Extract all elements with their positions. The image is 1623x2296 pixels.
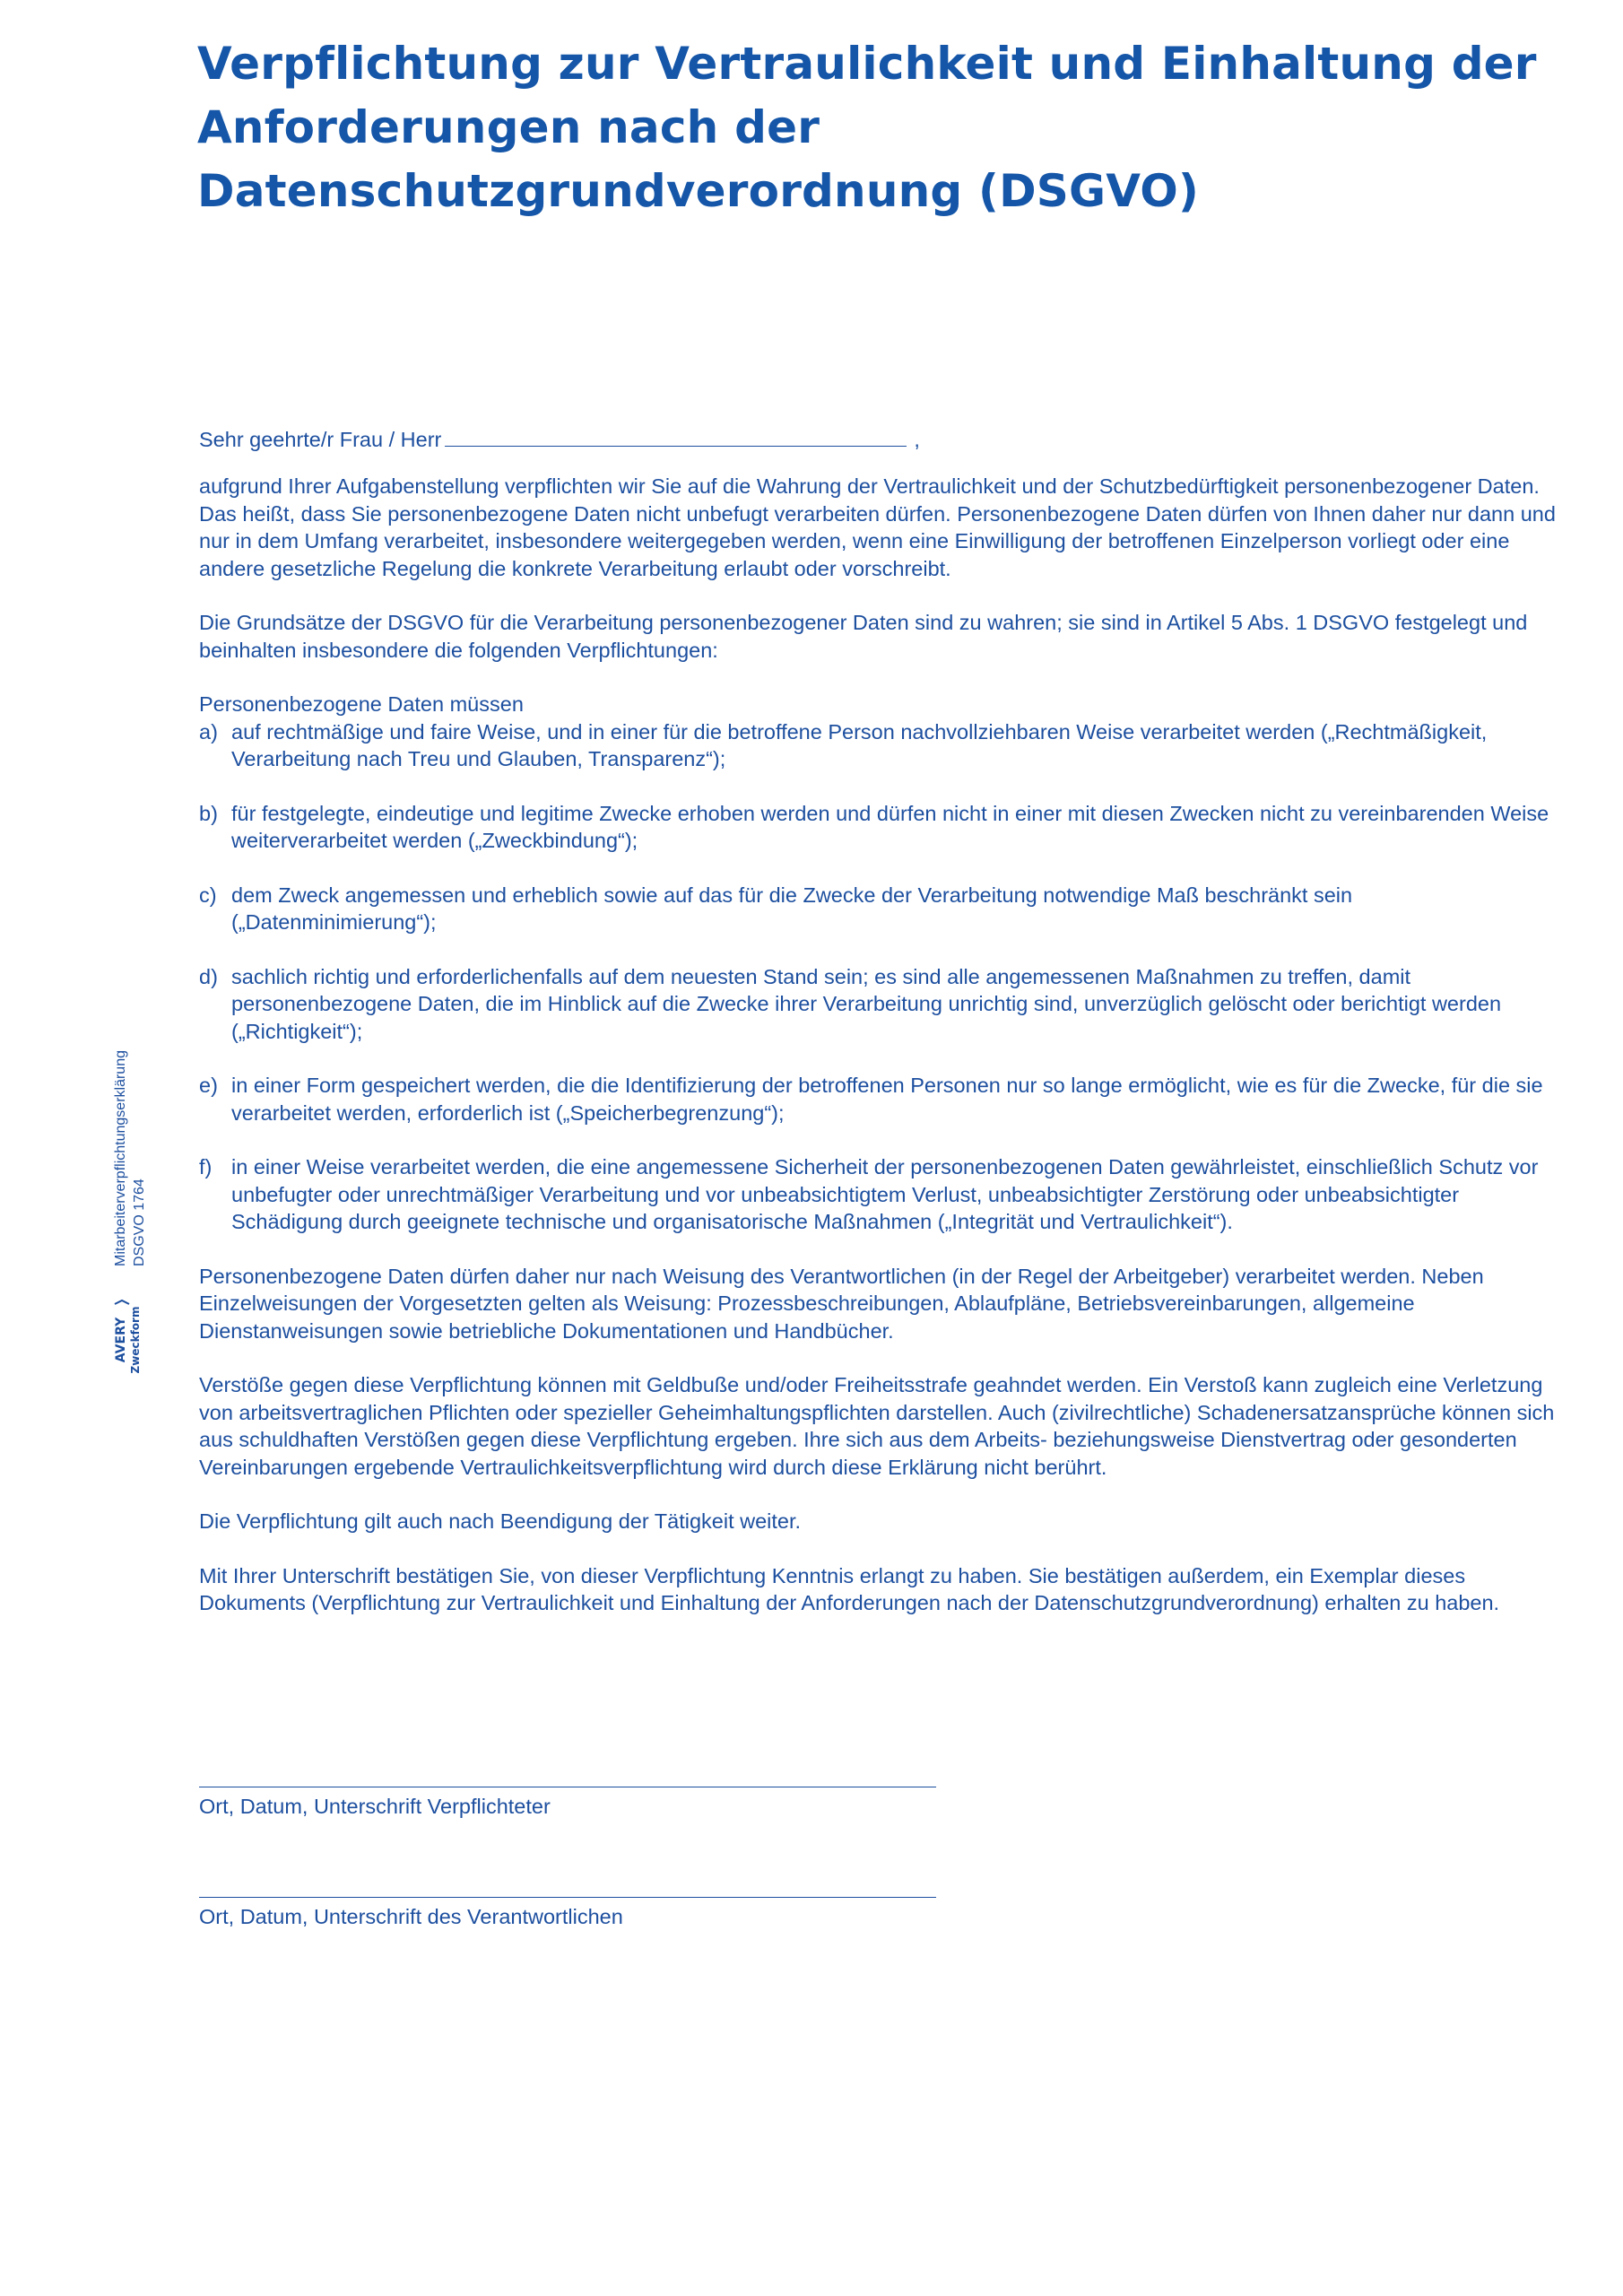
intro-paragraph: aufgrund Ihrer Aufgabenstellung verpflichten wir Sie auf die Wahrung der Vertraulichkeit und der Schutzbedürftigkeit personenbezogener Daten. Das heißt, dass Sie personenbezogene Daten nicht unbefugt verarbeiten dürfen. Personenbezogene Daten dürfen von Ihnen daher nur dann und nur in dem Umfang verarbeitet, insbesondere weitergegeben werden, wenn eine Einwilligung der betroffenen Einzelperson vorliegt oder eine andere gesetzliche Regelung die konkrete Verarbeitung erlaubt oder vorschreibt. [199,474,1556,580]
form-identifier [111,1050,149,1266]
list-item-text: in einer Weise verarbeitet werden, die eine angemessene Sicherheit der personenbezogenen Daten gewährleistet, einschließlich Schutz vor unbefugter oder unrechtmäßiger Verarbeitung und vor unbeabsichtigtem Verlust, unbeabsichtigter Zerstörung oder unbeabsichtigter Schädigung durch geeignete technische und organisatorische Maßnahmen („Integrität und Vertraulichkeit“). [231,1155,1539,1233]
list-item [199,1072,1558,1126]
signature-obligee-block [199,1787,934,1820]
list-item-text: sachlich richtig und erforderlichenfalls auf dem neuesten Stand sein; es sind alle angemessenen Maßnahmen zu treffen, damit personenbezogene Daten, die im Hinblick auf die Zwecke ihrer Verarbeitung unrichtig sind, unverzüglich gelöscht oder berichtigt werden („Richtigkeit“); [231,964,1502,1043]
list-item [199,718,1558,773]
list-item [199,1153,1558,1236]
list-item-text: für festgelegte, eindeutige und legitime Zwecke erhoben werden und dürfen nicht in einer mit diesen Zwecken nicht zu vereinbarenden Weise weiterverarbeitet werden („Zweckbindung“); [231,801,1549,852]
list-marker: d) [199,964,218,988]
brand-line1: AVERY [114,1317,128,1363]
document-body [199,426,1558,1617]
avery-zweckform-logo [111,1299,149,1381]
list-intro: Personenbezogene Daten müssen [199,692,524,716]
brand-line2: Zweckform [129,1306,142,1374]
form-code: DSGVO 1764 [132,1178,147,1266]
signature-obligee-label: Ort, Datum, Unterschrift Verpflichteter [199,1795,551,1818]
list-marker: f) [199,1155,213,1178]
list-item [199,882,1558,936]
signature-line [199,1897,936,1898]
obligations-list [199,718,1558,1236]
list-marker: a) [199,719,218,744]
salutation-suffix: , [914,428,920,451]
signature-responsible-label: Ort, Datum, Unterschrift des Verantwortlichen [199,1905,623,1928]
list-item-text: dem Zweck angemessen und erheblich sowie auf das für die Zwecke der Verarbeitung notwendige Maß beschränkt sein („Datenminimierung“); [231,883,1353,934]
instructions-paragraph: Personenbezogene Daten dürfen daher nur nach Weisung des Verantwortlichen (in der Regel der Arbeitgeber) verarbeitet werden. Neben Einzelweisungen der Vorgesetzten gelten als Weisung: Prozessbeschreibungen, Ablaufpläne, Betriebsvereinbarungen, allgemeine Dienstanweisungen sowie betriebliche Dokumentationen und Handbücher. [199,1264,1484,1343]
list-marker: c) [199,883,217,907]
name-fill-line [445,445,907,447]
continuation-paragraph: Die Verpflichtung gilt auch nach Beendigung der Tätigkeit weiter. [199,1509,802,1533]
form-name: Mitarbeiterverpflichtungserklärung [113,1050,128,1266]
violations-paragraph: Verstöße gegen diese Verpflichtung können mit Geldbuße und/oder Freiheitsstrafe geahndet werden. Ein Verstoß kann zugleich eine Verletzung von arbeitsvertraglichen Pflichten oder spezieller Geheimhaltungspflichten darstellen. Auch (zivilrechtliche) Schadenersatzansprüche können sich aus schuldhaften Verstößen gegen diese Verpflichtung ergeben. Ihre sich aus dem Arbeits- beziehungsweise Dienstvertrag oder gesonderten Vereinbarungen ergebende Vertraulichkeitsverpflichtung wird durch diese Erklärung nicht berührt. [199,1373,1555,1479]
list-item-text: in einer Form gespeichert werden, die die Identifizierung der betroffenen Personen nur so lange ermöglicht, wie es für die Zwecke, für die sie verarbeitet werden, erforderlich ist („Speicherbegrenzung“); [231,1074,1543,1125]
salutation-prefix: Sehr geehrte/r Frau / Herr [199,428,442,451]
logo-mark [115,1300,129,1304]
list-marker: e) [199,1074,218,1097]
document-title: Verpflichtung zur Vertraulichkeit und Einhaltung der Anforderungen nach der Datenschutzgrundverordnung (DSGVO) [197,38,1537,217]
list-marker: b) [199,801,218,825]
list-item [199,963,1558,1046]
list-item-text: auf rechtmäßige und faire Weise, und in einer für die betroffene Person nachvollziehbaren Weise verarbeitet werden („Rechtmäßigkeit, Verarbeitung nach Treu und Glauben, Transparenz“); [231,719,1488,770]
salutation-line [199,426,1558,453]
acknowledgement-paragraph: Mit Ihrer Unterschrift bestätigen Sie, von dieser Verpflichtung Kenntnis erlangt zu haben. Sie bestätigen außerdem, ein Exemplar dieses Dokuments (Verpflichtung zur Vertraulichkeit und Einhaltung der Anforderungen nach der Datenschutzgrundverordnung) erhalten zu haben. [199,1563,1500,1614]
signature-responsible-block [199,1897,934,1930]
list-item [199,800,1558,855]
principles-paragraph: Die Grundsätze der DSGVO für die Verarbeitung personenbezogener Daten sind zu wahren; sie sind in Artikel 5 Abs. 1 DSGVO festgelegt und beinhalten insbesondere die folgenden Verpflichtungen: [199,611,1528,662]
